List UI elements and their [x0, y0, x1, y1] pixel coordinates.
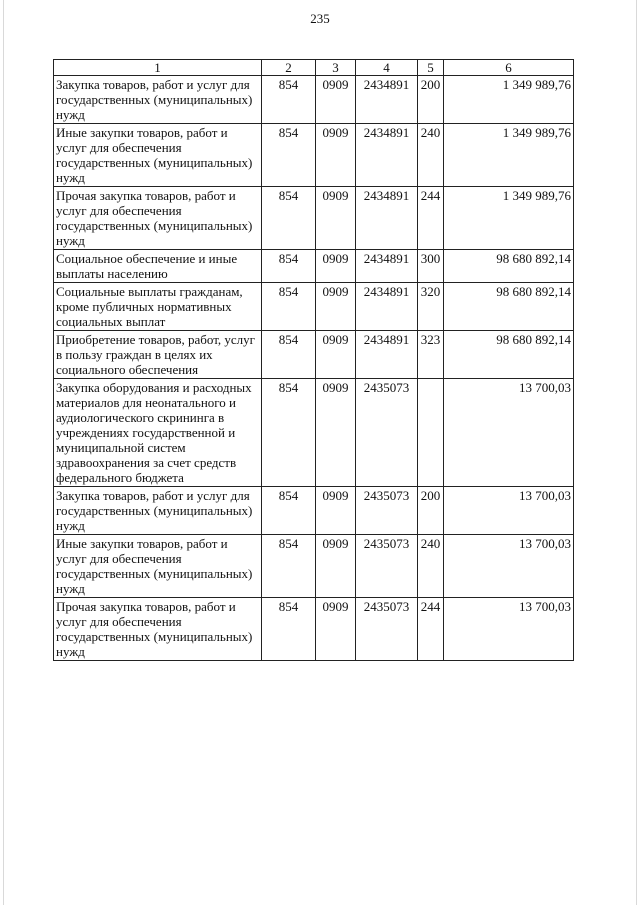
table-row	[54, 76, 574, 124]
table-row	[54, 598, 574, 661]
expense-type-code: 300	[418, 250, 444, 283]
department-code: 854	[262, 76, 316, 124]
expense-type-code	[418, 379, 444, 487]
row-name: Социальное обеспечение и иные выплаты населению	[54, 250, 262, 283]
table-row	[54, 187, 574, 250]
expense-type-code: 244	[418, 598, 444, 661]
page-edge-left	[3, 0, 4, 905]
amount: 98 680 892,14	[444, 250, 574, 283]
row-name: Закупка оборудования и расходных материалов для неонатального и аудиологического скрининга в учреждениях государственной и муниципальной систем здравоохранения за счет средств федерального бюджета	[54, 379, 262, 487]
expense-type-code: 323	[418, 331, 444, 379]
row-name: Закупка товаров, работ и услуг для государственных (муниципальных) нужд	[54, 76, 262, 124]
table-row	[54, 124, 574, 187]
amount: 13 700,03	[444, 535, 574, 598]
row-name: Закупка товаров, работ и услуг для государственных (муниципальных) нужд	[54, 487, 262, 535]
expense-type-code: 240	[418, 124, 444, 187]
row-name: Иные закупки товаров, работ и услуг для обеспечения государственных (муниципальных) нужд	[54, 124, 262, 187]
section-code: 0909	[316, 76, 356, 124]
row-name: Приобретение товаров, работ, услуг в пользу граждан в целях их социального обеспечения	[54, 331, 262, 379]
section-code: 0909	[316, 250, 356, 283]
column-header-2: 2	[262, 60, 316, 76]
department-code: 854	[262, 535, 316, 598]
amount: 1 349 989,76	[444, 76, 574, 124]
department-code: 854	[262, 598, 316, 661]
amount: 98 680 892,14	[444, 331, 574, 379]
target-code: 2435073	[356, 535, 418, 598]
table-row	[54, 487, 574, 535]
department-code: 854	[262, 187, 316, 250]
row-name: Иные закупки товаров, работ и услуг для обеспечения государственных (муниципальных) нужд	[54, 535, 262, 598]
section-code: 0909	[316, 331, 356, 379]
department-code: 854	[262, 124, 316, 187]
department-code: 854	[262, 379, 316, 487]
expense-type-code: 200	[418, 487, 444, 535]
column-header-6: 6	[444, 60, 574, 76]
column-header-3: 3	[316, 60, 356, 76]
amount: 13 700,03	[444, 487, 574, 535]
section-code: 0909	[316, 283, 356, 331]
target-code: 2434891	[356, 76, 418, 124]
page-edge-right	[636, 0, 637, 905]
table-row	[54, 331, 574, 379]
target-code: 2434891	[356, 187, 418, 250]
table-row	[54, 283, 574, 331]
department-code: 854	[262, 250, 316, 283]
expense-type-code: 200	[418, 76, 444, 124]
amount: 98 680 892,14	[444, 283, 574, 331]
section-code: 0909	[316, 187, 356, 250]
amount: 1 349 989,76	[444, 187, 574, 250]
section-code: 0909	[316, 124, 356, 187]
section-code: 0909	[316, 598, 356, 661]
table-row	[54, 379, 574, 487]
expense-type-code: 320	[418, 283, 444, 331]
target-code: 2434891	[356, 283, 418, 331]
row-name: Прочая закупка товаров, работ и услуг для обеспечения государственных (муниципальных) нужд	[54, 187, 262, 250]
amount: 13 700,03	[444, 379, 574, 487]
target-code: 2435073	[356, 379, 418, 487]
row-name: Социальные выплаты гражданам, кроме публичных нормативных социальных выплат	[54, 283, 262, 331]
column-header-4: 4	[356, 60, 418, 76]
header-row	[54, 60, 574, 76]
amount: 13 700,03	[444, 598, 574, 661]
row-name: Прочая закупка товаров, работ и услуг для обеспечения государственных (муниципальных) нужд	[54, 598, 262, 661]
target-code: 2434891	[356, 250, 418, 283]
expense-type-code: 240	[418, 535, 444, 598]
section-code: 0909	[316, 535, 356, 598]
section-code: 0909	[316, 379, 356, 487]
department-code: 854	[262, 487, 316, 535]
page-number: 235	[310, 11, 330, 26]
target-code: 2435073	[356, 487, 418, 535]
target-code: 2434891	[356, 331, 418, 379]
target-code: 2434891	[356, 124, 418, 187]
department-code: 854	[262, 283, 316, 331]
expense-type-code: 244	[418, 187, 444, 250]
column-header-5: 5	[418, 60, 444, 76]
amount: 1 349 989,76	[444, 124, 574, 187]
department-code: 854	[262, 331, 316, 379]
section-code: 0909	[316, 487, 356, 535]
budget-table	[53, 59, 574, 661]
target-code: 2435073	[356, 598, 418, 661]
table-row	[54, 250, 574, 283]
table-row	[54, 535, 574, 598]
column-header-1: 1	[54, 60, 262, 76]
